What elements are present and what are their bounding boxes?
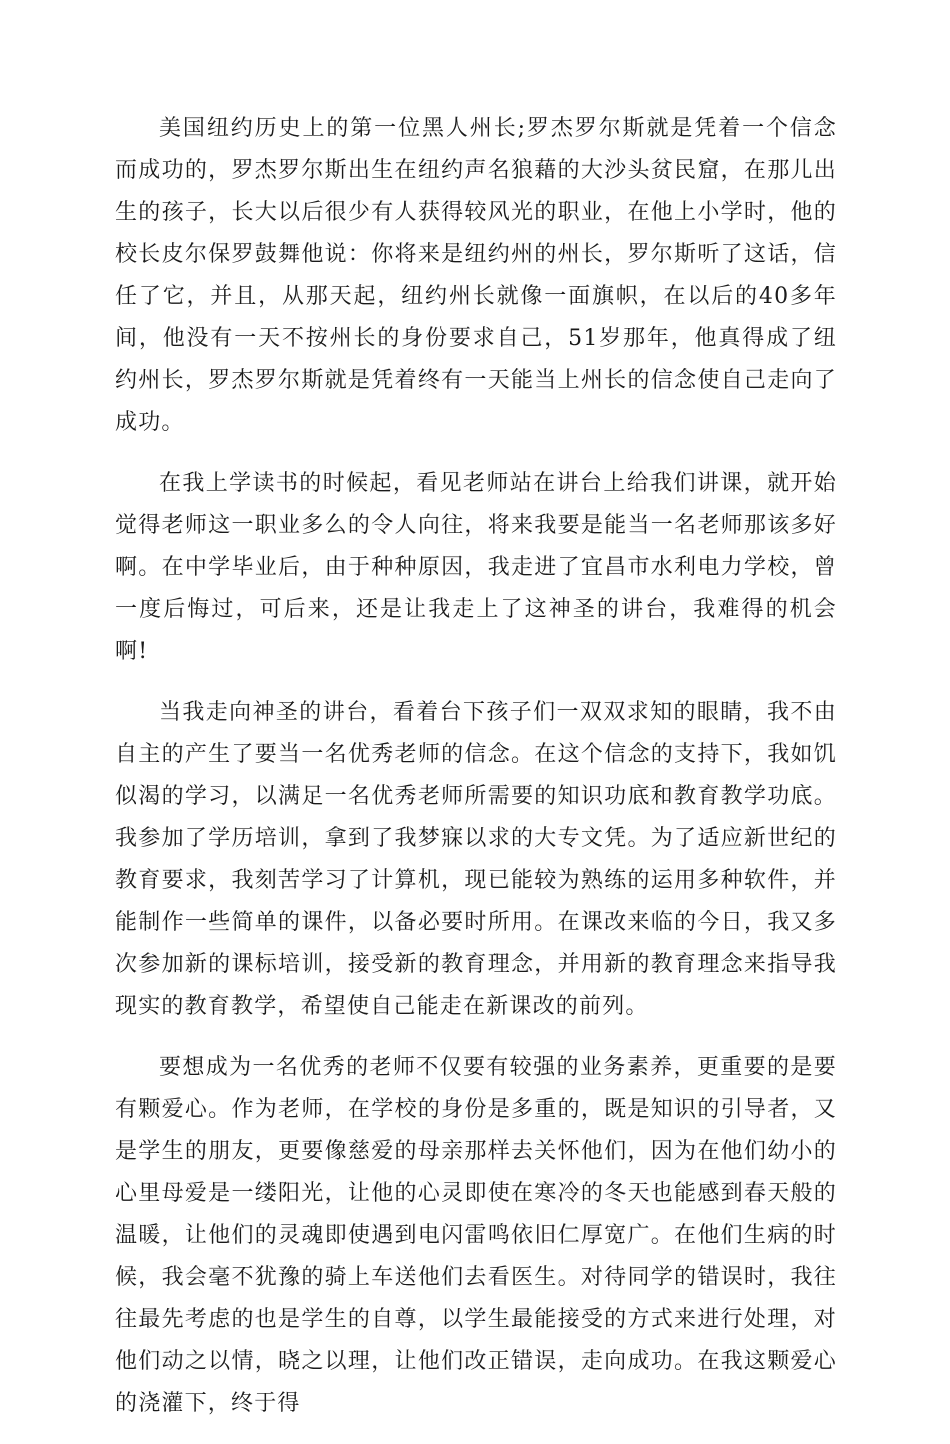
paragraph-4: 要想成为一名优秀的老师不仅要有较强的业务素养，更重要的是要有颗爱心。作为老师，在学校的身份是多重的，既是知识的引导者，又是学生的朋友，更要像慈爱的母亲那样去关怀他们，因为在他们幼小的心里母爱是一缕阳光，让他的心灵即使在寒冷的冬天也能感到春天般的温暖，让他们的灵魂即使遇到电闪雷鸣依旧仁厚宽广。在他们生病的时候，我会毫不犹豫的骑上车送他们去看医生。对待同学的错误时，我往往最先考虑的也是学生的自尊，以学生最能接受的方式来进行处理，对他们动之以情，晓之以理，让他们改正错误，走向成功。在我这颗爱心的浇灌下，终于得 <box>115 1055 837 1416</box>
paragraph-2: 在我上学读书的时候起，看见老师站在讲台上给我们讲课，就开始觉得老师这一职业多么的令人向往，将来我要是能当一名老师那该多好啊。在中学毕业后，由于种种原因，我走进了宜昌市水利电力学校，曾一度后悔过，可后来，还是让我走上了这神圣的讲台，我难得的机会啊! <box>115 471 837 664</box>
paragraph-1: 美国纽约历史上的第一位黑人州长;罗杰罗尔斯就是凭着一个信念而成功的，罗杰罗尔斯出生在纽约声名狼藉的大沙头贫民窟，在那儿出生的孩子，长大以后很少有人获得较风光的职业，在他上小学时，他的校长皮尔保罗鼓舞他说：你将来是纽约州的州长，罗尔斯听了这话，信任了它，并且，从那天起，纽约州长就像一面旗帜，在以后的40多年间，他没有一天不按州长的身份要求自己，51岁那年，他真得成了纽约州长，罗杰罗尔斯就是凭着终有一天能当上州长的信念使自己走向了成功。 <box>115 116 837 435</box>
paragraph-3: 当我走向神圣的讲台，看着台下孩子们一双双求知的眼睛，我不由自主的产生了要当一名优秀老师的信念。在这个信念的支持下，我如饥似渴的学习，以满足一名优秀老师所需要的知识功底和教育教学功底。我参加了学历培训，拿到了我梦寐以求的大专文凭。为了适应新世纪的教育要求，我刻苦学习了计算机，现已能较为熟练的运用多种软件，并能制作一些简单的课件，以备必要时所用。在课改来临的今日，我又多次参加新的课标培训，接受新的教育理念，并用新的教育理念来指导我现实的教育教学，希望使自己能走在新课改的前列。 <box>115 700 837 1019</box>
document-body <box>115 108 837 1444</box>
